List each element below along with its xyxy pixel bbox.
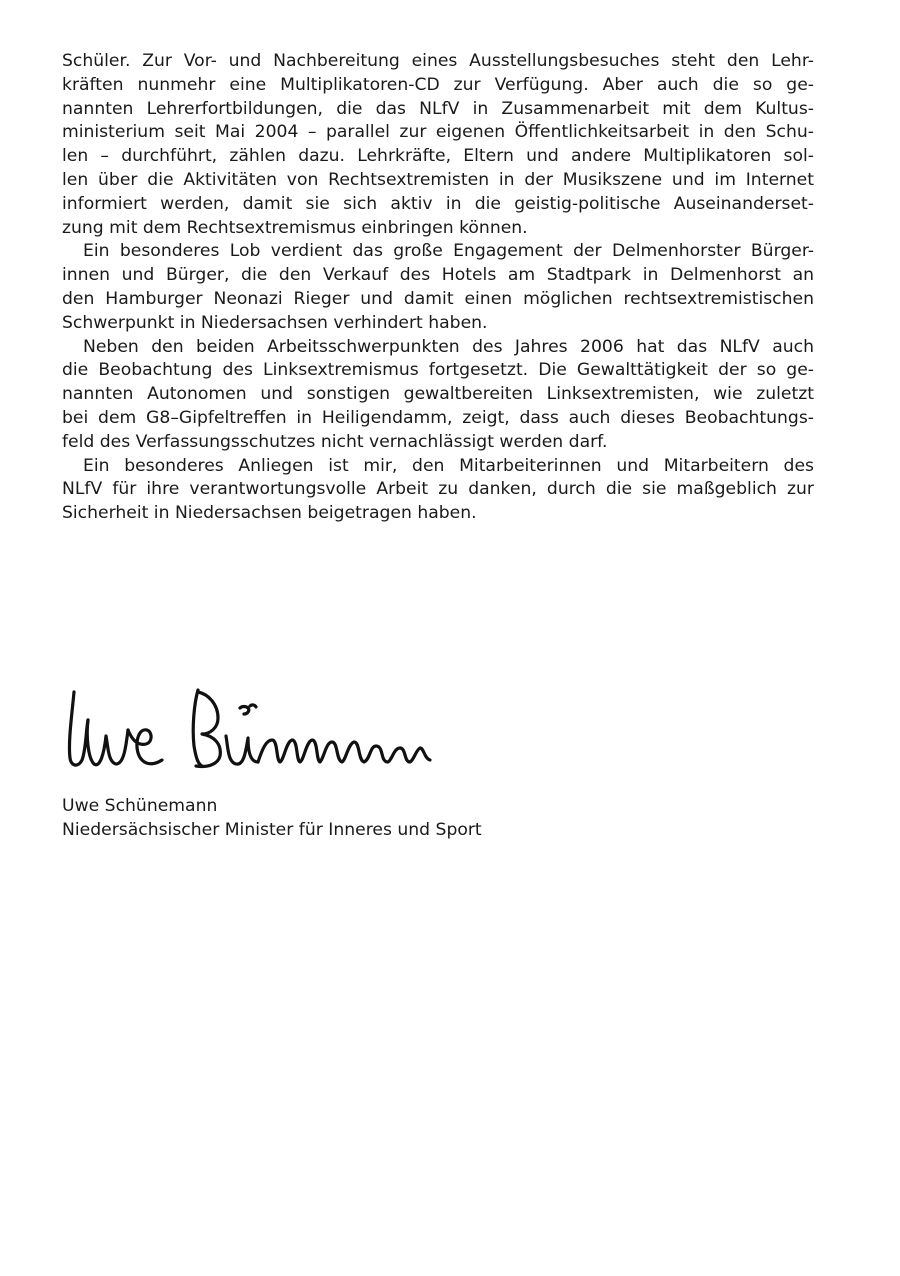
text-line: die Beobachtung des Linksextremismus fortgesetzt. Die Gewalttätigkeit der so ge- (62, 360, 814, 381)
text-line: den Hamburger Neonazi Rieger und damit einen möglichen rechtsextremistischen (62, 288, 814, 309)
text-line: feld des Verfassungsschutzes nicht vernachlässigt werden darf. (62, 431, 608, 452)
text-line: Ein besonderes Lob verdient das große Engagement der Delmenhorster Bürger- (83, 241, 814, 262)
text-line: ministerium seit Mai 2004 – parallel zur eigenen Öffentlichkeitsarbeit in den Schu- (62, 122, 814, 143)
paragraph (62, 336, 814, 455)
text-line: nannten Autonomen und sonstigen gewaltbereiten Linksextremisten, wie zuletzt (62, 384, 814, 405)
text-line: Schüler. Zur Vor- und Nachbereitung eines Ausstellungsbesuches steht den Lehr- (62, 51, 814, 71)
text-line: len über die Aktivitäten von Rechtsextremisten in der Musikszene und im Internet (62, 169, 814, 190)
handwritten-signature (62, 684, 442, 780)
text-line: Neben den beiden Arbeitsschwerpunkten des Jahres 2006 hat das NLfV auch (83, 336, 814, 357)
text-line: nannten Lehrerfortbildungen, die das NLfV in Zusammenarbeit mit dem Kultus- (62, 98, 814, 119)
text-line: NLfV für ihre verantwortungsvolle Arbeit zu danken, durch die sie maßgeblich zur (62, 479, 814, 500)
paragraph (62, 455, 814, 526)
text-line: len – durchführt, zählen dazu. Lehrkräfte, Eltern und andere Multiplikatoren sol- (62, 146, 814, 167)
text-line: Schwerpunkt in Niedersachsen verhindert haben. (62, 312, 488, 333)
signatory-block (62, 794, 662, 842)
text-line: Ein besonderes Anliegen ist mir, den Mitarbeiterinnen und Mitarbeitern des (83, 455, 814, 476)
letter-body (62, 50, 814, 526)
text-line: innen und Bürger, die den Verkauf des Hotels am Stadtpark in Delmenhorst an (62, 265, 814, 286)
text-line: informiert werden, damit sie sich aktiv in die geistig-politische Auseinanderset- (62, 193, 814, 214)
signatory-name: Uwe Schünemann (62, 796, 218, 816)
text-line: Sicherheit in Niedersachsen beigetragen haben. (62, 503, 477, 524)
signatory-title: Niedersächsischer Minister für Inneres und Sport (62, 820, 482, 840)
text-line: bei dem G8–Gipfeltreffen in Heiligendamm, zeigt, dass auch dieses Beobachtungs- (62, 407, 814, 428)
paragraph (62, 50, 814, 240)
text-line: kräften nunmehr eine Multiplikatoren-CD zur Verfügung. Aber auch die so ge- (62, 74, 814, 95)
text-line: zung mit dem Rechtsextremismus einbringen können. (62, 217, 528, 238)
paragraph (62, 240, 814, 335)
